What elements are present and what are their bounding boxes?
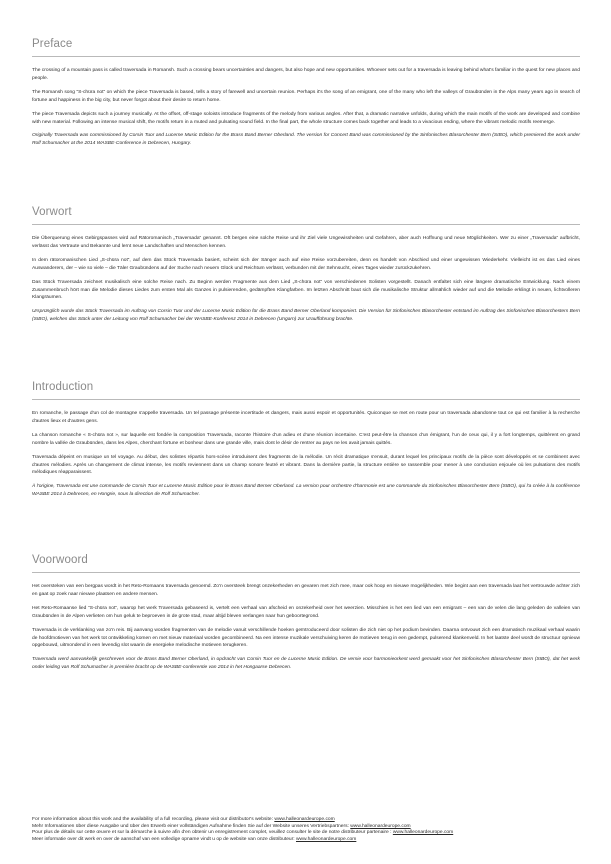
footer-line-nl (32, 837, 580, 844)
paragraph: La chanson romanche « S-chüra not », sur laquelle est fondée la composition Traversada, raconte l'histoire d'un adieu et d'une réunion incertaine. C'est peut-être la chanson d'un émigrant, l'un de ceux qui, il y a fort longtemps, quittèrent en grand nombre la vallée de Graubünden, dans les Alpes, cherchant fortune et bonheur dans une grande ville, mais dont le désir de rentrer au pays ne les avait jamais quittés. (32, 432, 580, 446)
commission-credit: Originally Traversada was commissioned by Corsin Tuor and Lucerne Music Edition for the Brass Band Berner Oberland. The version for Concert Band was commissioned by the Sinfonisches Blasorchester Bern (SIBO), which premiered the work under Rolf Schumacher at the 2014 WASBE-Conference in Debrecen, Hungary. (32, 133, 580, 147)
paragraph: Traversada dépeint en musique un tel voyage. Au début, des solistes répartis hors-scène introduisent des fragments de la mélodie. Un récit dramatique s'ensuit, durant lequel les principaux motifs de la pièce sont développés et se combinent avec d'autres mélodies. Après un changement de climat intense, les motifs reviennent dans un champ sonore feutré et vibrant. Dans la dernière partie, la structure entière se rassemble pour mener à une conclusion enjouée où les pulsations des motifs mélodiques réapparaissent. (32, 454, 580, 476)
paragraph: The piece Traversada depicts such a journey musically. At the offset, off-stage soloists introduce fragments of the melody from various angles. After that, a dramatic narrative unfolds, during which the main motifs of the work are developed and combine with new material. Following an intense musical shift, the motifs return in a muted and pulsating sound field. In the final part, the whole structure comes back together and leads to a vivacious ending, where the vibrant melodic motifs reemerge. (32, 111, 580, 125)
section-vorwort (32, 206, 580, 330)
section-heading: Voorwoord (32, 554, 88, 566)
distributor-link[interactable]: www.halleonardeurope.com (350, 823, 411, 829)
distributor-link[interactable]: www.halleonardeurope.com (274, 817, 335, 822)
footer-text: Pour plus de détails sur cette œuvre et sur la démarche à suivre afin d'en obtenir un enregistrement complet, veuillez consulter le site de notre distributeur partenaire : (32, 830, 393, 836)
distributor-link[interactable]: www.halleonardeurope.com (295, 836, 357, 842)
distributor-footer (32, 817, 580, 843)
divider (32, 572, 580, 573)
paragraph: The Romansh song “S-chüra not” on which the piece Traversada is based, tells a story of farewell and uncertain reunion. Perhaps it's the song of an emigrant, one of the many who left the valleys of Graubünden in the Alps many years ago in search of fortune and happiness in the big city, but never forgot about their desire to return home. (32, 89, 580, 103)
paragraph: Das Stück Traversada zeichnet musikalisch eine solche Reise nach. Zu Beginn werden Fragmente aus dem Lied „S-chüra not“ von verschiedenen Solisten vorgestellt. Danach entfaltet sich eine längere dramatische Entwicklung. Nach einem Zusammenbruch hört man die Melodie dieses Liedes zum ersten Mal als Ganzes in pulsierenden, gedämpften Klangfarben. Im letzten Abschnitt baut sich die musikalische Struktur allmählich wieder auf und die Melodie erklingt in neuen, lichtvolleren Klangräumen. (32, 279, 580, 301)
paragraph: Die Überquerung eines Gebirgspasses wird auf Rätoromanisch „Traversada“ genannt. Oft bergen eine solche Reise und ihr Ziel viele Ungewissheiten und Gefahren, aber auch Hoffnung und neue Möglichkeiten. Wer zu einer „Traversada“ aufbricht, verlässt das Vertraute und Bekannte und lernt neue Landschaften und Menschen kennen. (32, 236, 580, 249)
paragraph: Het oversteken van een bergpas wordt in het Reto-Romaans traversada genoemd. Zo'n oversteek brengt onzekerheden en gevaren met zich mee, maar ook hoop en nieuwe mogelijkheden. Wie begint aan een traversada laat het vertrouwde achter zich en gaat op zoek naar nieuwe plaatsen en andere mensen. (32, 584, 580, 597)
distributor-link[interactable]: www.halleonardeurope.com (392, 830, 454, 836)
commission-credit: À l'origine, Traversada est une commande de Corsin Tuor et Lucerne Music Edition pour le Brass Band Berner Oberland. La version pour orchestre d'harmonie est une commande du Sinfonisches Blasorchester Bern (SIBO), qui l'a créée à la conférence WASBE 2014 à Debrecen, en Hongrie, sous la direction de Rolf Schumacher. (32, 484, 580, 498)
footer-text: Mehr Informationen über diese Ausgabe und über den Erwerb einer vollständigen Aufnahme finden Sie auf der Website unseres Vertriebspartners: (32, 823, 351, 829)
footer-line-fr (32, 830, 580, 837)
section-heading: Introduction (32, 381, 94, 393)
commission-credit: Traversada werd aanvankelijk geschreven voor de Brass Band Berner Oberland, in opdracht van Corsin Tuor en de Lucerne Music Edition. De versie voor harmonieorkest werd gemaakt voor het Sinfonisches Blasorchester Bern (SIBO), dat het werk onder leiding van Rolf Schumacher in première bracht op de WASBE-conferentie van 2014 in het Hongaarse Debrecen. (32, 657, 580, 671)
footer-text: Meer informatie over dit werk en over de aanschaf van een volledige opname vindt u op de website van onze distributeur: (32, 836, 296, 842)
commission-credit: Ursprünglich wurde das Stück Traversada im Auftrag von Corsin Tuor und der Lucerne Music Edition für die Brass Band Berner Oberland komponiert. Die Version für Sinfonisches Blasorchester entstand im Auftrag des Sinfonischen Blasorchesters Bern (SIBO), welches das Stück unter der Leitung von Rolf Schumacher bei der WASBE-Konferenz 2014 in Debrecen (Ungarn) zur Uraufführung brachte. (32, 309, 580, 323)
paragraph: Het Reto-Romaanse lied “S-chüra not”, waarop het werk Traversada gebaseerd is, vertelt een verhaal van afscheid en onzekerheid over het weerzien. Misschien is het een lied van een emigrant – een van de velen die lang geleden de valleien van Graubünden in de Alpen verlieten om hun geluk te beproeven in de grote stad, maar altijd bleven verlangen naar hun geboortegrond. (32, 605, 580, 619)
section-voorwoord (32, 554, 580, 678)
section-introduction (32, 381, 580, 505)
paragraph: In dem rätoromanischen Lied „S-chüra not“, auf dem das Stück Traversada basiert, scheint sich der Sänger auch auf eine Reise vorzubereiten, denn es handelt von Abschied und einer ungewissen Wiederkehr. Vielleicht ist es das Lied eines Auswanderers, der – wie so viele – die Täler Graubündens auf der Suche nach neuem Glück und Reichtum verlässt, verbunden mit der Sehnsucht, eines Tages wieder zurückzukehren. (32, 257, 580, 271)
divider (32, 224, 580, 225)
section-heading: Preface (32, 38, 73, 50)
section-heading: Vorwort (32, 206, 72, 218)
paragraph: Traversada is de verklanking van zo'n reis. Bij aanvang worden fragmenten van de melodie vanuit verschillende hoeken geïntroduceerd door solisten die zich niet op het podium bevinden. Daarna ontvouwt zich een dramatisch muzikaal verhaal waarin de hoofdmotieven van het werk tot ontwikkeling komen en met nieuw materiaal worden gecombineerd. Na een intense muzikale verschuiving keren de motieven terug in een gedempt, pulserend klankenveld. In het laatste deel wordt de structuur opnieuw opgebouwd, uitmondend in een levendig slot waarin de energieke melodische motieven terugkeren. (32, 627, 580, 649)
paragraph: En romanche, le passage d'un col de montagne s'appelle traversada. Un tel passage présente incertitude et dangers, mais aussi espoir et opportunités. Quiconque se met en route pour un traversada abandonne tout ce qui est familier à la recherche d'autres lieux et d'autres gens. (32, 411, 580, 424)
footer-line-en (32, 817, 580, 824)
footer-text: For more information about this work and the availability of a full recording, please visit our distributor's website: (32, 817, 275, 822)
paragraph: The crossing of a mountain pass is called traversada in Romansh. Such a crossing bears uncertainties and dangers, but also hope and new opportunities. Whoever sets out for a traversada is leaving behind what's familiar in the quest for new places and people. (32, 68, 580, 81)
divider (32, 399, 580, 400)
section-preface (32, 38, 580, 154)
divider (32, 56, 580, 57)
